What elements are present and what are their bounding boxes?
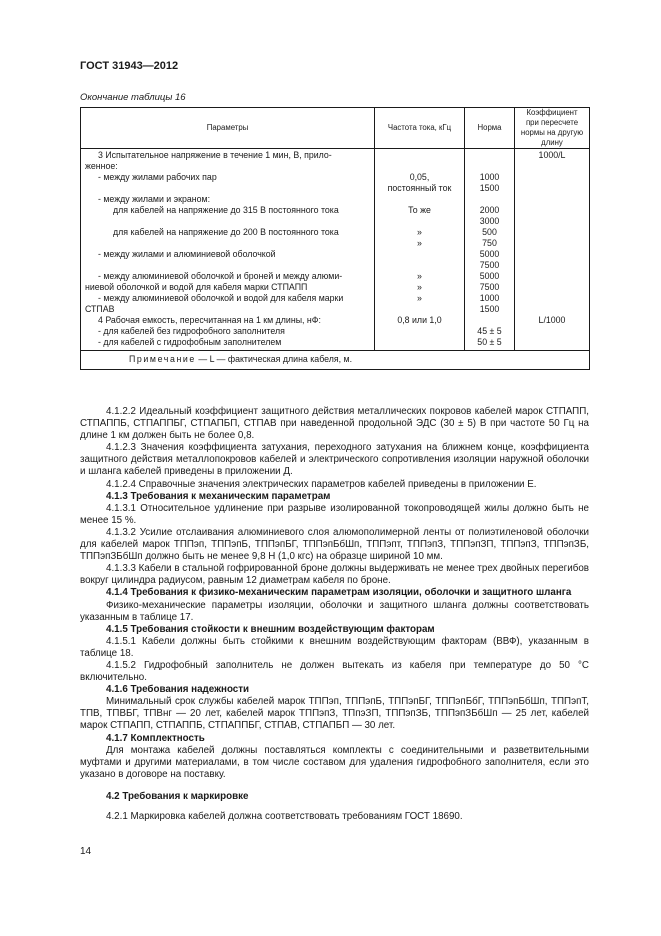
cell-params: [81, 238, 375, 249]
cell-params: - между алюминиевой оболочкой и водой для кабеля марки: [81, 293, 375, 304]
cell-frequency: [375, 304, 465, 315]
col-header-params: Параметры: [81, 108, 375, 149]
cell-norm: 750: [465, 238, 515, 249]
cell-norm: 45 ± 5: [465, 326, 515, 337]
cell-norm: 50 ± 5: [465, 337, 515, 351]
table-row: [81, 315, 590, 326]
paragraph: 4.2.1 Маркировка кабелей должна соответствовать требованиям ГОСТ 18690.: [106, 811, 463, 822]
cell-frequency: [375, 194, 465, 205]
section-heading: 4.1.3 Требования к механическим параметрам: [106, 490, 331, 502]
section-heading: 4.1.7 Комплектность: [106, 732, 205, 744]
cell-frequency: »: [375, 282, 465, 293]
cell-params: - для кабелей без гидрофобного заполнителя: [81, 326, 375, 337]
table-row: [81, 238, 590, 249]
cell-norm: 2000: [465, 205, 515, 216]
table-row: [81, 172, 590, 183]
cell-params: 3 Испытательное напряжение в течение 1 мин, В, прило-: [81, 149, 375, 162]
cell-frequency: [375, 326, 465, 337]
cell-coefficient: [515, 271, 590, 282]
cell-frequency: »: [375, 227, 465, 238]
section-gap: [80, 781, 589, 791]
cell-frequency: 0,8 или 1,0: [375, 315, 465, 326]
paragraph: 4.1.3.2 Усилие отслаивания алюминиевого слоя алюмополимерной ленты от полиэтиленовой оболочки для кабелей марок ТППэп, ТППэпБ, ТППэпБГ, ТППэпБбШп, ТППэпт, ТППэпЗ, ТППэпЗП, ТППэпЗ, ТППэпЗБ, ТППэпЗБбШп должно быть не менее 9,8 Н (1,0 кгс) на образце шириной 10 мм.: [80, 526, 589, 563]
cell-norm: 3000: [465, 216, 515, 227]
cell-params: ниевой оболочкой и водой для кабеля марки СТПАПП: [81, 282, 375, 293]
cell-params: женное:: [81, 161, 375, 172]
section-heading: 4.1.6 Требования надежности: [106, 684, 250, 696]
section-heading: 4.2 Требования к маркировке: [106, 790, 249, 802]
cell-frequency: То же: [375, 205, 465, 216]
cell-params: для кабелей на напряжение до 200 В постоянного тока: [81, 227, 375, 238]
table-row: [81, 183, 590, 194]
table-row: [81, 194, 590, 205]
table-note-row: [81, 351, 590, 370]
paragraph: 4.1.5.1 Кабели должны быть стойкими к внешним воздействующим факторам (ВВФ), указанным в таблице 18.: [80, 635, 589, 659]
col-header-norm: Норма: [465, 108, 515, 149]
table-row: [81, 149, 590, 162]
cell-coefficient: L/1000: [515, 315, 590, 326]
cell-coefficient: [515, 304, 590, 315]
section-gap: [80, 803, 589, 811]
cell-coefficient: [515, 249, 590, 260]
cell-coefficient: [515, 205, 590, 216]
cell-frequency: »: [375, 271, 465, 282]
cell-norm: 500: [465, 227, 515, 238]
paragraph: Физико-механические параметры изоляции, оболочки и защитного шланга должны соответствовать указанным в таблице 17.: [80, 599, 589, 623]
cell-norm: 7500: [465, 260, 515, 271]
cell-coefficient: [515, 293, 590, 304]
paragraph: Для монтажа кабелей должны поставляться комплекты с соединительными и разветвительными муфтами и другими материалами, в том числе составом для удаления гидрофобного заполнителя, если это указано в договоре на поставку.: [80, 744, 589, 780]
cell-frequency: [375, 161, 465, 172]
table-row: [81, 326, 590, 337]
cell-frequency: »: [375, 238, 465, 249]
cell-frequency: [375, 337, 465, 351]
cell-params: 4 Рабочая емкость, пересчитанная на 1 км длины, нФ:: [81, 315, 375, 326]
cell-norm: 5000: [465, 249, 515, 260]
cell-norm: 1000: [465, 172, 515, 183]
cell-params: [81, 260, 375, 271]
table-row: [81, 161, 590, 172]
cell-norm: [465, 149, 515, 162]
table-row: [81, 205, 590, 216]
table-row: [81, 293, 590, 304]
paragraph: 4.1.5.2 Гидрофобный заполнитель не должен вытекать из кабеля при температуре до 50 °С включительно.: [80, 659, 589, 684]
table-row: [81, 216, 590, 227]
cell-params: для кабелей на напряжение до 315 В постоянного тока: [81, 205, 375, 216]
document-header: ГОСТ 31943—2012: [80, 60, 179, 72]
cell-params: [81, 183, 375, 194]
cell-coefficient: [515, 161, 590, 172]
cell-coefficient: 1000/L: [515, 149, 590, 162]
document-body: [80, 406, 589, 823]
cell-norm: 1500: [465, 183, 515, 194]
cell-frequency: [375, 149, 465, 162]
cell-coefficient: [515, 183, 590, 194]
section-heading: 4.1.4 Требования к физико-механическим параметрам изоляции, оболочки и защитного шланга: [106, 587, 572, 599]
section-heading: 4.1.5 Требования стойкости к внешним воздействующим факторам: [106, 623, 435, 635]
table-header-row: [81, 108, 590, 149]
cell-coefficient: [515, 172, 590, 183]
table-row: [81, 271, 590, 282]
cell-norm: [465, 161, 515, 172]
table-note: [81, 351, 590, 370]
col-header-coefficient: Коэффициент при пересчете нормы на другую длину: [515, 108, 590, 149]
paragraph: 4.1.2.4 Справочные значения электрических параметров кабелей приведены в приложении Е.: [106, 478, 537, 490]
cell-norm: 1500: [465, 304, 515, 315]
cell-params: - для кабелей с гидрофобным заполнителем: [81, 337, 375, 351]
cell-norm: 7500: [465, 282, 515, 293]
cell-coefficient: [515, 282, 590, 293]
note-label: Примечание: [129, 354, 196, 364]
table-row: [81, 337, 590, 351]
cell-frequency: 0,05,: [375, 172, 465, 183]
cell-params: [81, 216, 375, 227]
table-row: [81, 282, 590, 293]
parameters-table: [80, 107, 590, 370]
paragraph: 4.1.3.1 Относительное удлинение при разрыве изолированной токопроводящей жилы должно быть не менее 15 %.: [80, 502, 589, 526]
cell-coefficient: [515, 238, 590, 249]
cell-frequency: [375, 216, 465, 227]
table-row: [81, 249, 590, 260]
table-row: [81, 260, 590, 271]
cell-params: - между жилами и алюминиевой оболочкой: [81, 249, 375, 260]
table-row: [81, 227, 590, 238]
col-header-frequency: Частота тока, кГц: [375, 108, 465, 149]
cell-coefficient: [515, 194, 590, 205]
cell-norm: [465, 315, 515, 326]
paragraph: 4.1.2.2 Идеальный коэффициент защитного действия металлических покровов кабелей марок СТПАПП, СТПАППБ, СТПАППБГ, СТПАПБП, СТПАВ при наведенной продольной ЭДС (30 ± 5) В при частоте 50 Гц на длине 1 км должен быть не более 0,8.: [80, 406, 589, 442]
cell-norm: 5000: [465, 271, 515, 282]
cell-frequency: »: [375, 293, 465, 304]
cell-coefficient: [515, 227, 590, 238]
paragraph: Минимальный срок службы кабелей марок ТППэп, ТППэпБ, ТППэпБГ, ТППэпБбГ, ТППэпБбШп, ТППэпТ, ТПВ, ТПВБГ, ТПВнг — 20 лет, кабелей марок ТППэпЗ, ТПпэЗП, ТППэпЗБ, ТППэпЗБбШп — 25 лет, кабелей марок СТПАПП, СТПАППБ, СТПАППБГ, СТПАВ, СТПАПБП — 30 лет.: [80, 696, 589, 732]
paragraph: 4.1.3.3 Кабели в стальной гофрированной броне должны выдерживать не менее трех двойных перегибов вокруг цилиндра радиусом, равным 12 диаметрам кабеля по броне.: [80, 563, 589, 587]
cell-params: - между алюминиевой оболочкой и броней и между алюми-: [81, 271, 375, 282]
cell-frequency: [375, 260, 465, 271]
table-caption: Окончание таблицы 16: [80, 92, 186, 103]
cell-coefficient: [515, 260, 590, 271]
cell-norm: 1000: [465, 293, 515, 304]
cell-params: - между жилами рабочих пар: [81, 172, 375, 183]
cell-params: - между жилами и экраном:: [81, 194, 375, 205]
cell-params: СТПАВ: [81, 304, 375, 315]
page-number: 14: [80, 846, 92, 857]
cell-frequency: [375, 249, 465, 260]
cell-coefficient: [515, 216, 590, 227]
paragraph: 4.1.2.3 Значения коэффициента затухания, переходного затухания на ближнем конце, коэффициента защитного действия металлопокровов кабелей и электрического сопротивления изоляции наружной оболочки и шланга кабелей приведены в приложении Д.: [80, 442, 589, 478]
note-text: — L — фактическая длина кабеля, м.: [195, 354, 353, 364]
cell-norm: [465, 194, 515, 205]
cell-frequency: постоянный ток: [375, 183, 465, 194]
table-row: [81, 304, 590, 315]
cell-coefficient: [515, 337, 590, 351]
cell-coefficient: [515, 326, 590, 337]
